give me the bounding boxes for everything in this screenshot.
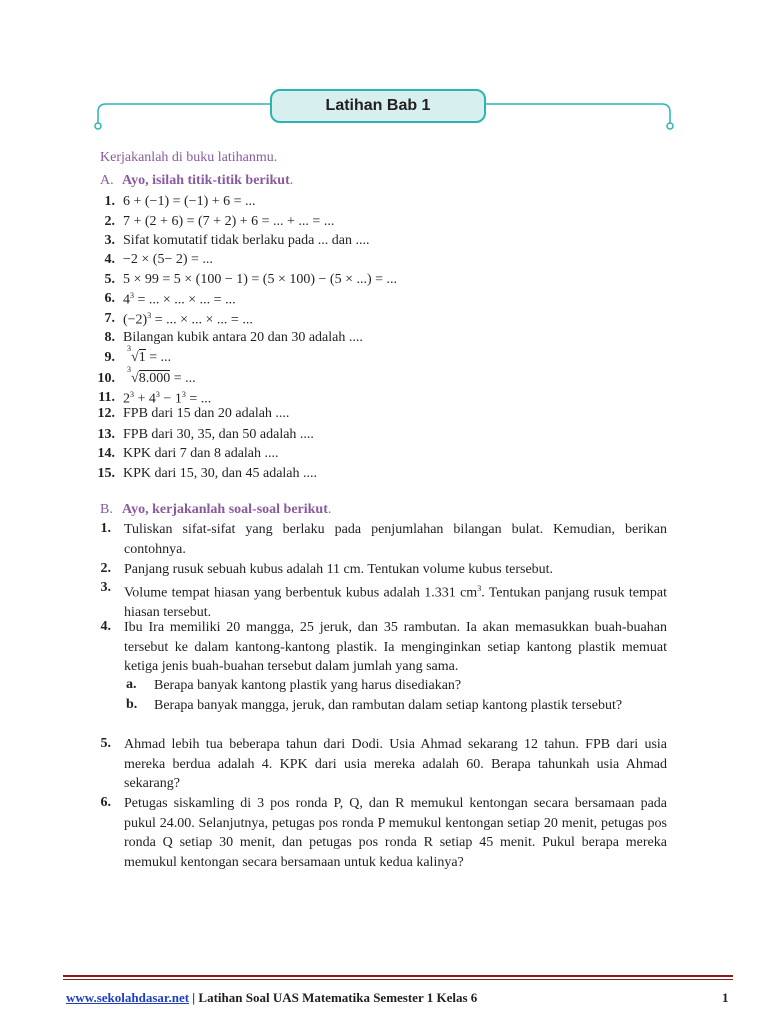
item-number: 9. [104, 350, 115, 365]
item-number: 4. [100, 619, 111, 634]
item-number: 7. [104, 311, 115, 326]
item-number: 11. [98, 390, 115, 405]
section-b-letter: B. [100, 502, 113, 517]
footer [66, 990, 477, 1006]
question-text: 5 × 99 = 5 × (100 − 1) = (5 × 100) − (5 × ...) = ... [123, 272, 398, 287]
item-number: 2. [100, 561, 111, 576]
item-number: 5. [104, 272, 115, 287]
section-a-title: A. Ayo, isilah titik-titik berikut. [100, 173, 294, 188]
question-text: 3 √8.000 = ... [127, 365, 196, 386]
question-text: Sifat komutatif tidak berlaku pada ... dan .... [123, 233, 370, 248]
sub-item-label: b. [126, 697, 138, 712]
item-number: 3. [100, 580, 111, 595]
question-text: −2 × (5− 2) = ... [123, 252, 213, 267]
section-a-heading: Ayo, isilah titik-titik berikut [122, 173, 290, 188]
item-number: 12. [97, 406, 115, 421]
item-number: 1. [100, 521, 111, 536]
footer-rule-thin [63, 979, 733, 980]
chapter-title-badge [270, 89, 486, 123]
item-number: 1. [104, 194, 115, 209]
sub-item-text: Berapa banyak mangga, jeruk, dan rambutan dalam setiap kantong plastik tersebut? [154, 698, 623, 713]
section-b-heading: Ayo, kerjakanlah soal-soal berikut [122, 502, 328, 517]
item-number: 8. [104, 330, 115, 345]
question-text: FPB dari 30, 35, dan 50 adalah .... [123, 427, 314, 442]
item-number: 5. [100, 736, 111, 751]
sub-item-text: Berapa banyak kantong plastik yang harus disediakan? [154, 678, 462, 693]
item-number: 6. [104, 291, 115, 306]
question-text: Ibu Ira memiliki 20 mangga, 25 jeruk, dan 35 rambutan. Ia akan memasukkan buah-buahan tersebut ke dalam kantong-kantong plastik. Ia menginginkan setiap kantong plastik memuat ketiga jenis buah-buahan tersebut dalam jumlah yang sama. [124, 620, 667, 674]
question-text: KPK dari 15, 30, dan 45 adalah .... [123, 466, 318, 481]
item-number: 14. [97, 446, 115, 461]
question-text: 7 + (2 + 6) = (7 + 2) + 6 = ... + ... = ... [123, 214, 335, 229]
section-a-letter: A. [100, 173, 114, 188]
question-text: 6 + (−1) = (−1) + 6 = ... [123, 194, 256, 209]
question-text: Petugas siskamling di 3 pos ronda P, Q, dan R memukul kentongan secara bersamaan pada pukul 24.00. Selanjutnya, petugas pos ronda P memukul kentongan setiap 20 menit, petugas pos ronda Q setiap 30 menit, dan petugas pos ronda R setiap 45 menit. Pukul berapa mereka memukul kentongan secara bersamaan untuk kedua kalinya? [124, 796, 667, 870]
question-text: Tuliskan sifat-sifat yang berlaku pada penjumlahan bilangan bulat. Kemudian, berikan contohnya. [124, 522, 667, 557]
footer-rule [63, 975, 733, 977]
item-number: 6. [100, 795, 111, 810]
chapter-title: Latihan Bab 1 [325, 97, 431, 114]
item-number: 13. [97, 427, 115, 442]
item-number: 3. [104, 233, 115, 248]
question-text: Volume tempat hiasan yang berbentuk kubus adalah 1.331 $cm^3$. Tentukan panjang rusuk tempat hiasan tersebut. [124, 584, 667, 621]
question-text: Panjang rusuk sebuah kubus adalah 11 cm. Tentukan volume kubus tersebut. [124, 562, 554, 577]
root-index: 3 [127, 365, 131, 374]
item-number: 15. [97, 466, 115, 481]
question-text: 3 √1 = ... [127, 344, 172, 365]
footer-text: | Latihan Soal UAS Matematika Semester 1 Kelas 6 [189, 990, 478, 1005]
question-text: KPK dari 7 dan 8 adalah .... [123, 446, 279, 461]
question-text: Ahmad lebih tua beberapa tahun dari Dodi. Usia Ahmad sekarang 12 tahun. FPB dari usia mereka berdua adalah 4. KPK dari usia mereka adalah 60. Berapa tahunkah usia Ahmad sekarang? [124, 737, 667, 791]
question-text: $2^3 + 4^3 - 1^3$ = ... [123, 390, 212, 407]
page-number: 1 [722, 990, 729, 1005]
sub-item-label: a. [126, 677, 137, 692]
radicand: 1 [138, 350, 146, 365]
item-number: 2. [104, 214, 115, 229]
item-number: 4. [104, 252, 115, 267]
question-text: FPB dari 15 dan 20 adalah .... [123, 406, 290, 421]
question-text: $4^3$ = ... × ... × ... = ... [123, 291, 236, 308]
website-link[interactable]: www.sekolahdasar.net [66, 990, 190, 1005]
question-text: Bilangan kubik antara 20 dan 30 adalah .... [123, 330, 363, 345]
question-text: $(-2)^3$ = ... × ... × ... = ... [123, 311, 253, 328]
root-index: 3 [127, 344, 131, 353]
radicand: 8.000 [138, 371, 171, 386]
instruction-text: Kerjakanlah di buku latihanmu. [100, 150, 278, 165]
section-b-title: B. Ayo, kerjakanlah soal-soal berikut. [100, 502, 332, 517]
item-number: 10. [97, 371, 115, 386]
